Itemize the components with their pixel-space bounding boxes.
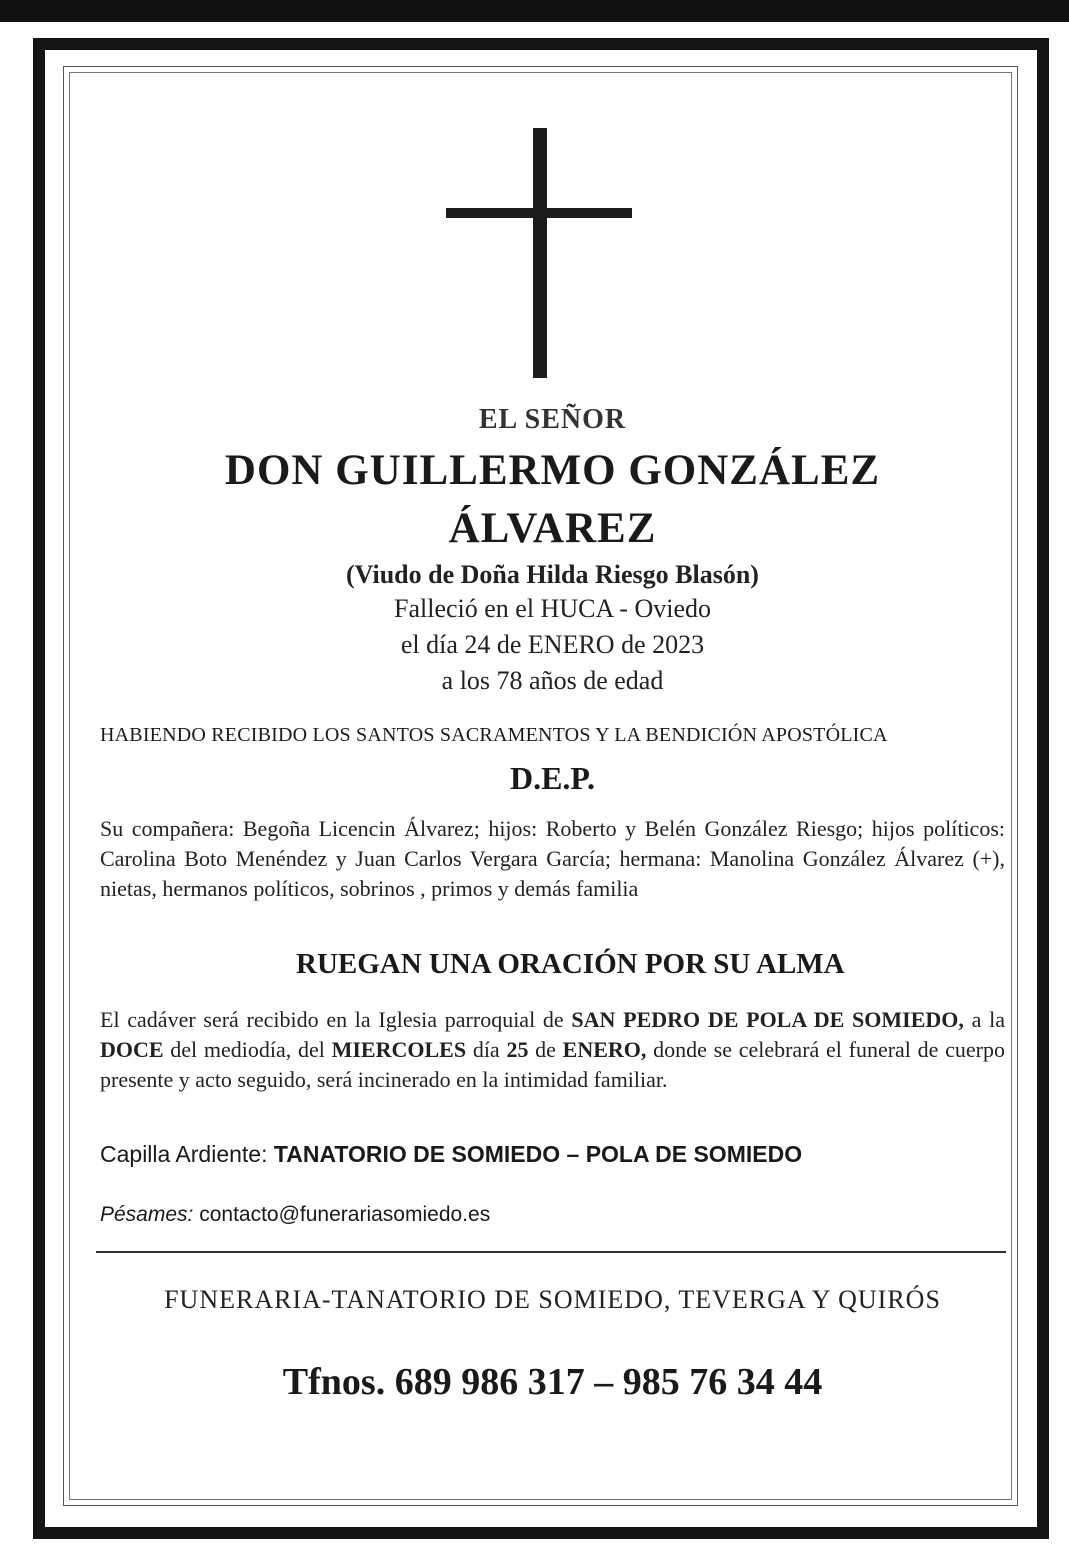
funeral-month: ENERO, (562, 1037, 647, 1062)
cross-vertical-bar (533, 128, 547, 378)
death-place: Falleció en el HUCA - Oviedo (394, 594, 711, 623)
funeral-text: El cadáver será recibido en la Iglesia parroquial de (100, 1007, 572, 1032)
widower-note: (Viudo de Doña Hilda Riesgo Blasón) (346, 560, 759, 589)
deceased-name-line1: DON GUILLERMO GONZÁLEZ (224, 447, 881, 494)
funeral-text: donde se celebrará el funeral de cuerpo presente y acto seguido, será incinerado en la intimidad familiar. (100, 1037, 1005, 1092)
funeral-day: 25 (506, 1037, 529, 1062)
funeral-paragraph (100, 1005, 1005, 1095)
church-name: SAN PEDRO DE POLA DE SOMIEDO, (571, 1007, 964, 1032)
dep-heading: D.E.P. (509, 760, 596, 796)
funeral-text: día (466, 1037, 507, 1062)
funeral-home-name: FUNERARIA-TANATORIO DE SOMIEDO, TEVERGA Y QUIRÓS (164, 1285, 941, 1314)
funeral-weekday: MIERCOLES (331, 1037, 467, 1062)
funeral-text: de (528, 1037, 563, 1062)
phone-numbers: Tfnos. 689 986 317 – 985 76 34 44 (282, 1361, 823, 1403)
chapel-line (100, 1141, 802, 1168)
death-date: el día 24 de ENERO de 2023 (400, 630, 705, 659)
funeral-text: del mediodía, del (163, 1037, 332, 1062)
funeral-text: a la (963, 1007, 1005, 1032)
deceased-name-line2: ÁLVAREZ (448, 505, 657, 552)
family-paragraph: Su compañera: Begoña Licencin Álvarez; hijos: Roberto y Belén González Riesgo; hijos políticos: Carolina Boto Menéndez y Juan Carlos Vergara García; hermana: Manolina González Álvarez (+), nietas, hermanos políticos, sobrinos , primos y demás familia (100, 816, 1005, 901)
cross-horizontal-bar (446, 208, 632, 218)
sacraments-line: HABIENDO RECIBIDO LOS SANTOS SACRAMENTOS Y LA BENDICIÓN APOSTÓLICA (100, 724, 888, 746)
condolences-line (100, 1203, 490, 1227)
prayer-request: RUEGAN UNA ORACIÓN POR SU ALMA (296, 948, 845, 980)
funeral-hour: DOCE (100, 1037, 164, 1062)
title-el-senor: EL SEÑOR (478, 404, 627, 435)
condolences-label: Pésames: (100, 1203, 200, 1226)
chapel-value: TANATORIO DE SOMIEDO – POLA DE SOMIEDO (273, 1141, 803, 1167)
divider (96, 1251, 1006, 1253)
condolences-email[interactable]: contacto@funerariasomiedo.es (199, 1203, 491, 1226)
chapel-label: Capilla Ardiente: (100, 1141, 274, 1167)
top-border-strip (0, 0, 1069, 22)
age: a los 78 años de edad (441, 666, 664, 695)
